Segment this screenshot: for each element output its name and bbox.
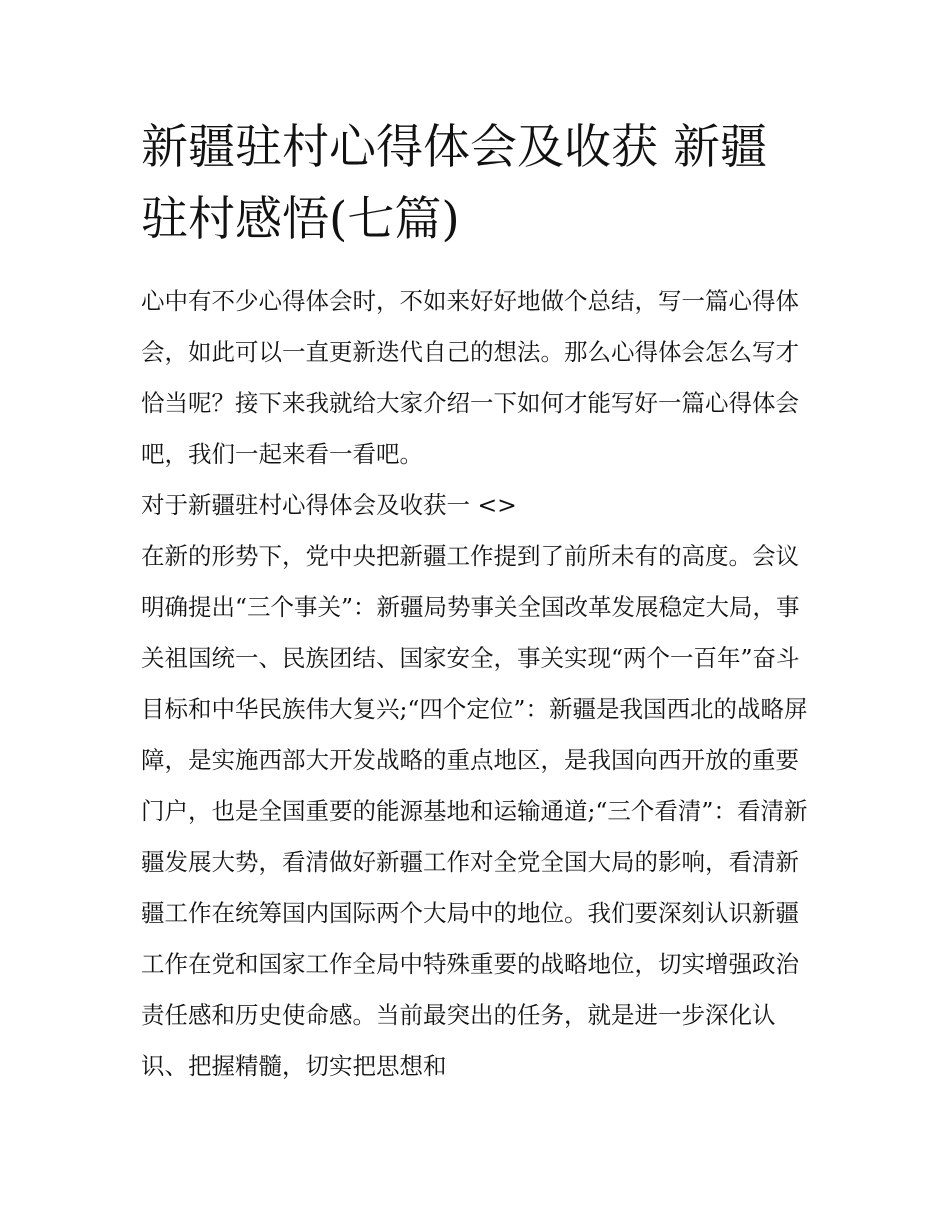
section-heading: 对于新疆驻村心得体会及收获一 <> [141, 491, 517, 519]
intro-paragraph: 心中有不少心得体会时，不如来好好地做个总结，写一篇心得体会，如此可以一直更新迭代自己的想法。那么心得体会怎么写才恰当呢？接下来我就给大家介绍一下如何才能写好一篇心得体会吧，我们一起来看一看吧。 [141, 287, 799, 468]
document-title: 新疆驻村心得体会及收获 新疆驻村感悟(七篇) [141, 120, 767, 247]
body-paragraph: 在新的形势下，党中央把新疆工作提到了前所未有的高度。会议明确提出“三个事关”：新疆局势事关全国改革发展稳定大局，事关祖国统一、民族团结、国家安全，事关实现“两个一百年”奋斗目标和中华民族伟大复兴;“四个定位”：新疆是我国西北的战略屏障，是实施西部大开发战略的重点地区，是我国向西开放的重要门户，也是全国重要的能源基地和运输通道;“三个看清”：看清新疆发展大势，看清做好新疆工作对全党全国大局的影响，看清新疆工作在统筹国内国际两个大局中的地位。我们要深刻认识新疆工作在党和国家工作全局中特殊重要的战略地位，切实增强政治责任感和历史使命感。当前最突出的任务，就是进一步深化认识、把握精髓，切实把思想和 [141, 542, 808, 1080]
document-content [141, 112, 813, 1092]
